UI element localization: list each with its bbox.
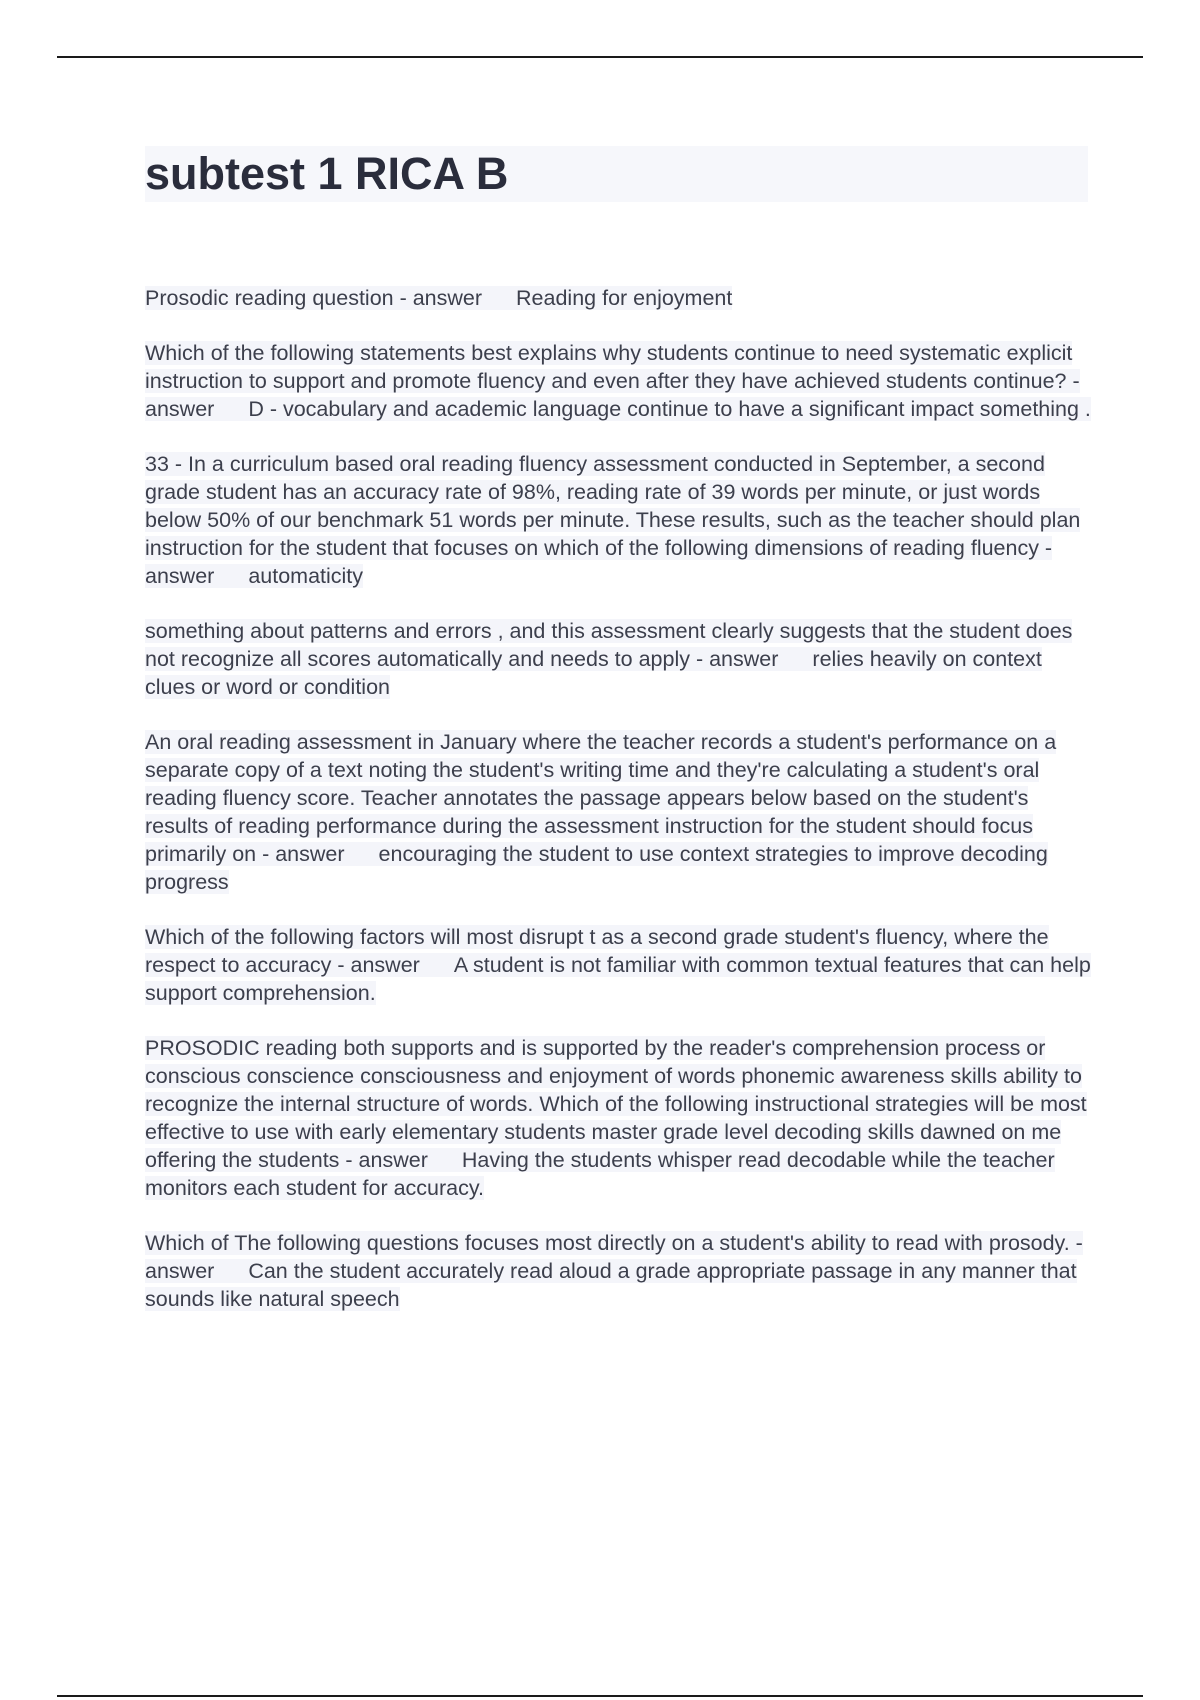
answer-text: Can the student accurately read aloud a grade appropriate passage in any manner that sounds like natural speech — [145, 1259, 1077, 1311]
qa-item — [145, 284, 1091, 312]
qa-item — [145, 728, 1091, 896]
answer-text: automaticity — [248, 564, 364, 588]
answer-text: encouraging the student to use context strategies to improve decoding progress — [145, 842, 1048, 894]
question-text: Prosodic reading question - answer — [145, 286, 483, 310]
question-text: Which of the following factors will most disrupt t as a second grade student's fluency, where the respect to accuracy - answer — [145, 925, 1049, 977]
question-text: An oral reading assessment in January where the teacher records a student's performance on a separate copy of a text noting the student's writing time and they're calculating a student's oral reading fluency score. Teacher annotates the passage appears below based on the student's results of reading performance during the assessment instruction for the student should focus primarily on - answer — [145, 730, 1057, 866]
qa-item — [145, 450, 1091, 590]
qa-item — [145, 923, 1091, 1007]
question-text: Which of the following statements best explains why students continue to need systematic explicit instruction to support and promote fluency and even after they have achieved students continue? - answer — [145, 341, 1080, 421]
question-text: Which of The following questions focuses most directly on a student's ability to read with prosody. - answer — [145, 1231, 1083, 1283]
top-rule — [57, 56, 1143, 58]
bottom-rule — [57, 1695, 1143, 1697]
qa-item — [145, 1229, 1091, 1313]
question-text: PROSODIC reading both supports and is supported by the reader's comprehension process or conscious conscience consciousness and enjoyment of words phonemic awareness skills ability to recognize the internal structure of words. Which of the following instructional strategies will be most effective to use with early elementary students master grade level decoding skills dawned on me offering the students - answer — [145, 1036, 1087, 1172]
answer-text: D - vocabulary and academic language continue to have a significant impact something . — [248, 397, 1091, 421]
answer-text: Reading for enjoyment — [516, 286, 733, 310]
answer-text: relies heavily on context clues or word or condition — [145, 647, 1042, 699]
question-text: 33 - In a curriculum based oral reading fluency assessment conducted in September, a second grade student has an accuracy rate of 98%, reading rate of 39 words per minute, or just words below 50% of our benchmark 51 words per minute. These results, such as the teacher should plan instruction for the student that focuses on which of the following dimensions of reading fluency - answer — [145, 452, 1081, 588]
qa-item — [145, 339, 1091, 423]
qa-item — [145, 1034, 1091, 1202]
answer-text: A student is not familiar with common textual features that can help support comprehension. — [145, 953, 1091, 1005]
qa-item — [145, 617, 1091, 701]
question-text: something about patterns and errors , and this assessment clearly suggests that the student does not recognize all scores automatically and needs to apply - answer — [145, 619, 1073, 671]
answer-text: Having the students whisper read decodable while the teacher monitors each student for accuracy. — [145, 1148, 1055, 1200]
qa-list — [145, 284, 1091, 1340]
page-title: subtest 1 RICA B — [145, 148, 509, 199]
